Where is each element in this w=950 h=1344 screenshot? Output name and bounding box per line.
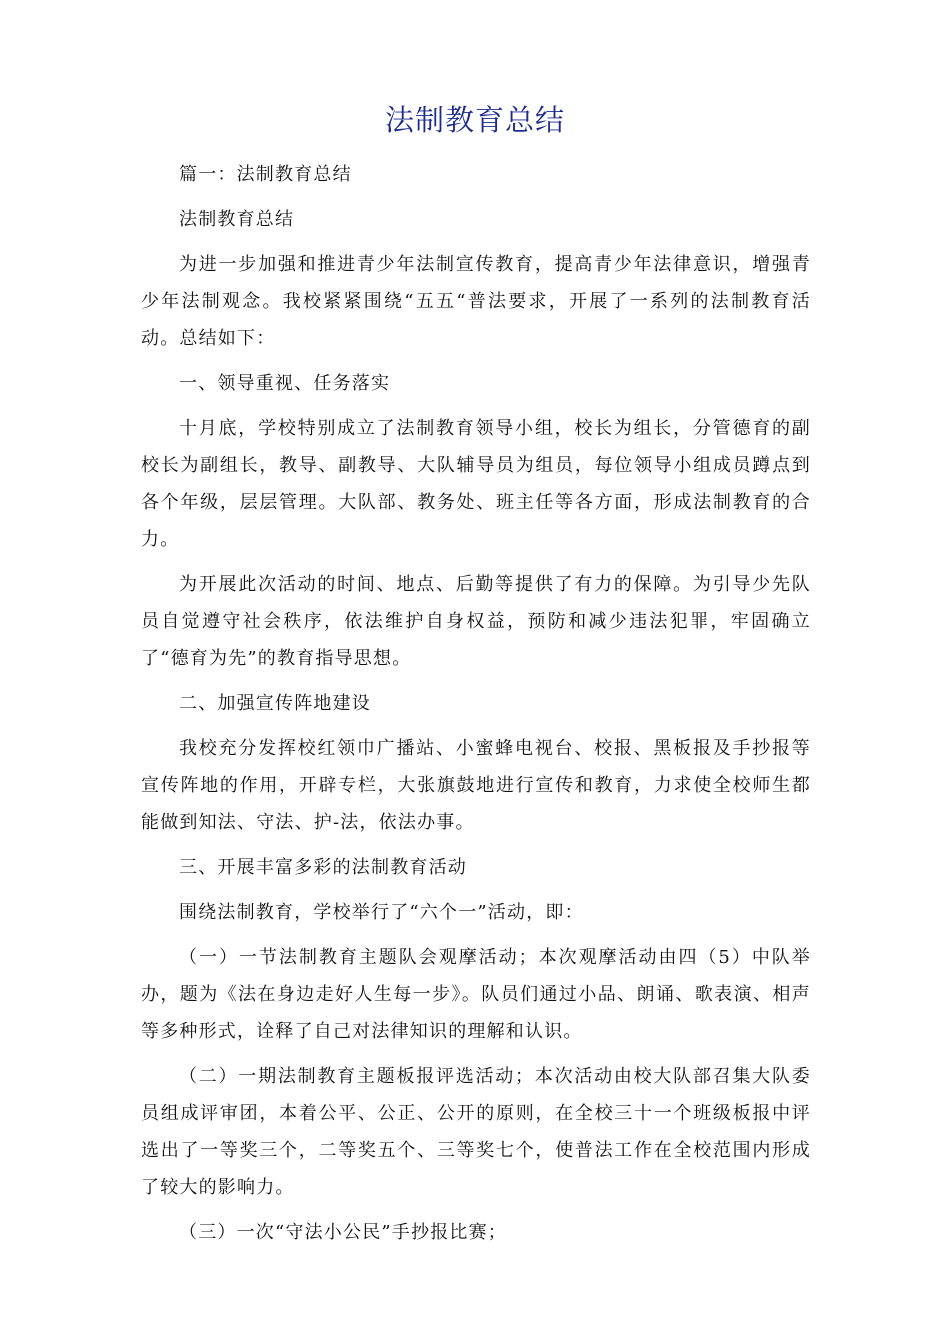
section-heading-3: 三、开展丰富多彩的法制教育活动 [179, 857, 467, 878]
paragraph-intro: 为进一步加强和推进青少年法制宣传教育，提高青少年法律意识，增强青少年法制观念。我校紧紧围绕“五五“普法要求，开展了一系列的法制教育活动。总结如下： [141, 254, 811, 349]
paragraph-subtitle: 法制教育总结 [179, 209, 295, 230]
paragraph-activity-2: （二）一期法制教育主题板报评选活动；本次活动由校大队部召集大队委员组成评审团，本着公平、公正、公开的原则，在全校三十一个班级板报中评选出了一等奖三个，二等奖五个、三等奖七个，使普法工作在全校范围内形成了较大的影响力。 [141, 1066, 811, 1198]
paragraph-part-heading: 篇一：法制教育总结 [179, 164, 352, 185]
section-heading-2: 二、加强宣传阵地建设 [179, 693, 371, 714]
paragraph-activity-3: （三）一次“守法小公民”手抄报比赛； [179, 1222, 508, 1243]
paragraph-section-1-b: 为开展此次活动的时间、地点、后勤等提供了有力的保障。为引导少先队员自觉遵守社会秩序，依法维护自身权益，预防和减少违法犯罪，牢固确立了“德育为先”的教育指导思想。 [141, 574, 811, 669]
paragraph-section-1-a: 十月底，学校特别成立了法制教育领导小组，校长为组长，分管德育的副校长为副组长，教导、副教导、大队辅导员为组员，每位领导小组成员蹲点到各个年级，层层管理。大队部、教务处、班主任等各方面，形成法制教育的合力。 [141, 418, 811, 550]
document-body [141, 156, 811, 1259]
paragraph-section-3-intro: 围绕法制教育，学校举行了“六个一”活动，即： [179, 902, 584, 923]
section-heading-1: 一、领导重视、任务落实 [179, 373, 391, 394]
paragraph-activity-1: （一）一节法制教育主题队会观摩活动；本次观摩活动由四（5）中队举办，题为《法在身边走好人生每一步》。队员们通过小品、朗诵、歌表演、相声等多种形式，诠释了自己对法律知识的理解和认识。 [141, 947, 811, 1042]
paragraph-section-2: 我校充分发挥校红领巾广播站、小蜜蜂电视台、校报、黑板报及手抄报等宣传阵地的作用，开辟专栏，大张旗鼓地进行宣传和教育，力求使全校师生都能做到知法、守法、护-法，依法办事。 [141, 738, 811, 833]
document-title: 法制教育总结 [384, 103, 565, 137]
